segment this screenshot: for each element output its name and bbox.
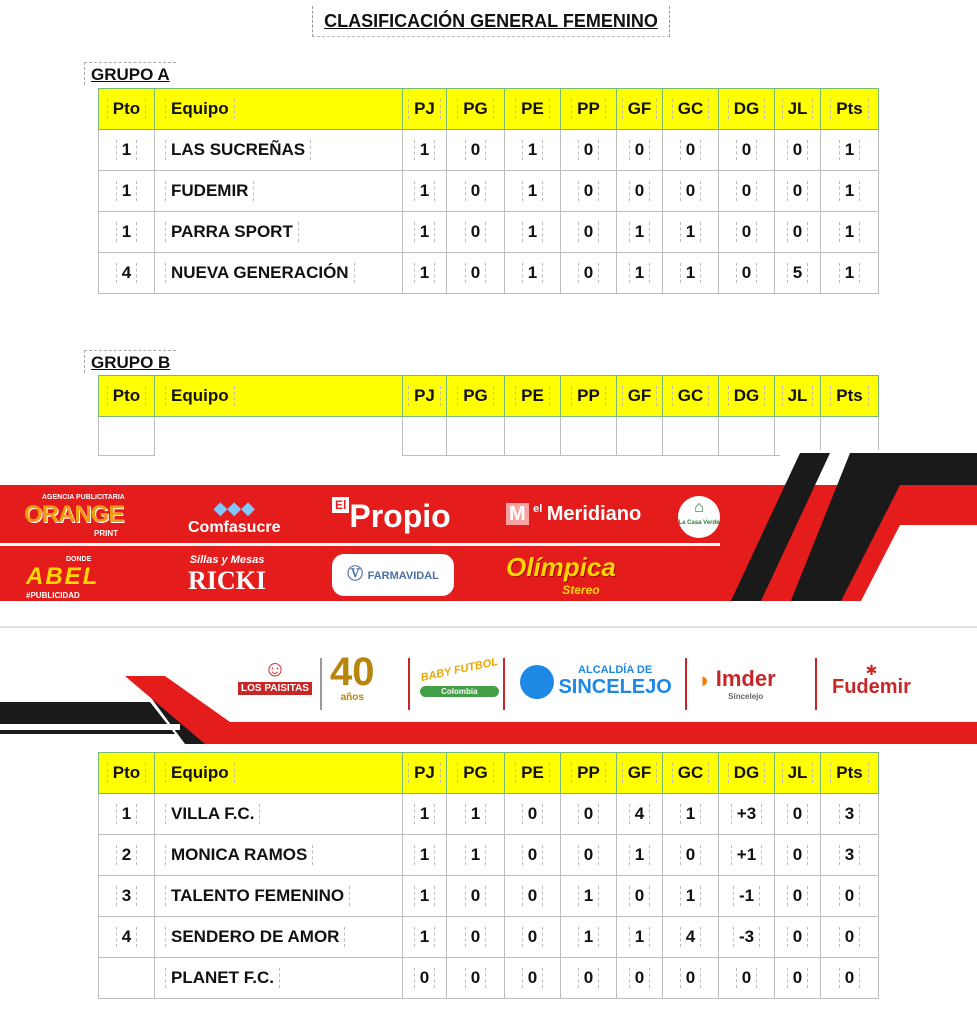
los-paisitas-logo: ☺ LOS PAISITAS: [238, 656, 312, 695]
column-header-pj: PJ: [403, 89, 447, 130]
group-a-cell-gf: 1: [617, 212, 663, 253]
group-a-cell-pp: 0: [561, 171, 617, 212]
group-b-cell-pp: 0: [561, 794, 617, 835]
group-b-cell-gc: 1: [663, 876, 719, 917]
group-a-cell-pto: 1: [99, 130, 155, 171]
group-b-cell-pg: 1: [447, 794, 505, 835]
group-a-cell-gf: 0: [617, 171, 663, 212]
group-a-cell-pg: 0: [447, 171, 505, 212]
group-a-cell-pj: 1: [403, 171, 447, 212]
group-a-cell-gf: 1: [617, 253, 663, 294]
group-b-cell-dg: 0: [719, 958, 775, 999]
group-a-cell-pj: 1: [403, 130, 447, 171]
column-header-pj: PJ: [403, 376, 447, 417]
group-b-cell-pp: 1: [561, 876, 617, 917]
group-b-cell-pj: 1: [403, 917, 447, 958]
group-a-cell-pe: 1: [505, 212, 561, 253]
column-header-jl: JL: [775, 89, 821, 130]
table-row: [99, 794, 879, 835]
group-b-cell-equipo: PLANET F.C.: [155, 958, 403, 999]
farmavidal-logo: Ⓥ FARMAVIDAL: [332, 554, 454, 596]
group-b-cell-pe: 0: [505, 876, 561, 917]
group-b-cell-gf: 0: [617, 876, 663, 917]
group-b-cell-pts: 0: [821, 958, 879, 999]
group-a-cell-pts: 1: [821, 212, 879, 253]
group-a-cell-gf: 0: [617, 130, 663, 171]
group-a-cell-pe: 1: [505, 130, 561, 171]
group-a-cell-equipo: LAS SUCREÑAS: [155, 130, 403, 171]
group-a-cell-dg: 0: [719, 130, 775, 171]
table-row: [99, 212, 879, 253]
group-b-cell-pj: 1: [403, 835, 447, 876]
group-b-cell-gc: 1: [663, 794, 719, 835]
column-header-jl: JL: [775, 753, 821, 794]
separator: [320, 658, 322, 710]
group-b-cell-pp: 0: [561, 958, 617, 999]
group-a-cell-pe: 1: [505, 253, 561, 294]
group-a-cell-pj: 1: [403, 212, 447, 253]
column-header-gc: GC: [663, 89, 719, 130]
group-b-cell-pto: 3: [99, 876, 155, 917]
el-propio-logo: $^{El}$Propio: [332, 498, 451, 535]
group-b-cell-dg: +1: [719, 835, 775, 876]
group-a-cell-jl: 0: [775, 171, 821, 212]
olimpica-stereo-logo: Olímpica Stereo: [506, 552, 616, 597]
table-row: [99, 958, 879, 999]
group-b-cell-jl: 0: [775, 835, 821, 876]
group-a-cell-pts: 1: [821, 130, 879, 171]
group-a-cell-dg: 0: [719, 212, 775, 253]
group-a-cell-pj: 1: [403, 253, 447, 294]
column-header-equipo: Equipo: [155, 376, 403, 417]
separator: [503, 658, 505, 710]
separator: [408, 658, 410, 710]
column-header-equipo: Equipo: [155, 89, 403, 130]
group-b-cell-gf: 1: [617, 835, 663, 876]
column-header-pj: PJ: [403, 753, 447, 794]
forty-years-logo: 40 años: [330, 650, 375, 703]
group-a-cell-pp: 0: [561, 130, 617, 171]
group-b-cell-pg: 0: [447, 958, 505, 999]
group-b-table: [98, 752, 879, 999]
column-header-pe: PE: [505, 753, 561, 794]
column-header-pts: Pts: [821, 753, 879, 794]
la-casa-verde-logo: ⌂ La Casa Verde: [678, 496, 720, 538]
column-header-pts: Pts: [821, 376, 879, 417]
group-b-cell-gf: 4: [617, 794, 663, 835]
group-a-cell-gc: 0: [663, 171, 719, 212]
group-b-cell-pts: 3: [821, 794, 879, 835]
column-header-pg: PG: [447, 753, 505, 794]
group-b-cell-gf: 0: [617, 958, 663, 999]
group-b-cell-pto: 4: [99, 917, 155, 958]
group-b-cell-pj: 0: [403, 958, 447, 999]
group-b-cell-jl: 0: [775, 917, 821, 958]
group-a-cell-pts: 1: [821, 171, 879, 212]
group-a-cell-pg: 0: [447, 130, 505, 171]
donde-abel-logo: DONDE ABEL #PUBLICIDAD: [26, 556, 100, 600]
column-header-gc: GC: [663, 376, 719, 417]
group-b-cell-pe: 0: [505, 794, 561, 835]
table-row: [99, 876, 879, 917]
column-header-pg: PG: [447, 376, 505, 417]
column-header-dg: DG: [719, 376, 775, 417]
column-header-pp: PP: [561, 376, 617, 417]
column-header-pp: PP: [561, 89, 617, 130]
column-header-gf: GF: [617, 753, 663, 794]
group-b-cell-pe: 0: [505, 958, 561, 999]
separator: [815, 658, 817, 710]
group-a-label: GRUPO A: [84, 62, 176, 85]
group-a-cell-pp: 0: [561, 212, 617, 253]
group-a-cell-pp: 0: [561, 253, 617, 294]
group-a-cell-pto: 1: [99, 171, 155, 212]
group-a-cell-pts: 1: [821, 253, 879, 294]
group-b-cell-pp: 0: [561, 835, 617, 876]
group-a-cell-pto: 4: [99, 253, 155, 294]
group-b-cell-gc: 0: [663, 958, 719, 999]
group-b-cell-pts: 0: [821, 876, 879, 917]
table-row: [99, 130, 879, 171]
table-row: [99, 917, 879, 958]
group-b-cell-equipo: MONICA RAMOS: [155, 835, 403, 876]
group-b-cell-pg: 0: [447, 917, 505, 958]
group-a-cell-pto: 1: [99, 212, 155, 253]
column-header-equipo: Equipo: [155, 753, 403, 794]
column-header-pto: Pto: [99, 753, 155, 794]
fudemir-logo: ✱ Fudemir: [832, 662, 911, 698]
group-b-cell-equipo: SENDERO DE AMOR: [155, 917, 403, 958]
group-b-cell-pto: 2: [99, 835, 155, 876]
group-a-cell-jl: 5: [775, 253, 821, 294]
sponsor-band-top: [0, 445, 977, 620]
group-a-cell-jl: 0: [775, 130, 821, 171]
group-b-cell-pto: 1: [99, 794, 155, 835]
group-b-cell-gf: 1: [617, 917, 663, 958]
page-title: CLASIFICACIÓN GENERAL FEMENINO: [312, 6, 670, 37]
column-header-pg: PG: [447, 89, 505, 130]
group-b-cell-pj: 1: [403, 794, 447, 835]
column-header-pp: PP: [561, 753, 617, 794]
group-a-cell-gc: 1: [663, 212, 719, 253]
group-a-cell-gc: 1: [663, 253, 719, 294]
column-header-pts: Pts: [821, 89, 879, 130]
alcaldia-sincelejo-logo: ALCALDÍA DE SINCELEJO: [520, 664, 672, 699]
ricki-logo: Sillas y Mesas RICKI: [188, 554, 267, 595]
group-a-cell-dg: 0: [719, 253, 775, 294]
el-meridiano-logo: M $^{el}$ Meridiano: [506, 503, 641, 526]
column-header-dg: DG: [719, 89, 775, 130]
group-a-cell-equipo: FUDEMIR: [155, 171, 403, 212]
group-b-cell-pts: 3: [821, 835, 879, 876]
table-row: [99, 835, 879, 876]
group-a-cell-equipo: PARRA SPORT: [155, 212, 403, 253]
group-b-cell-pg: 1: [447, 835, 505, 876]
group-b-cell-dg: -1: [719, 876, 775, 917]
group-a-cell-dg: 0: [719, 171, 775, 212]
column-header-pe: PE: [505, 376, 561, 417]
orange-print-logo: AGENCIA PUBLICITARIA ORANGE PRINT: [24, 494, 125, 538]
group-b-cell-dg: +3: [719, 794, 775, 835]
group-a-cell-gc: 0: [663, 130, 719, 171]
separator: [685, 658, 687, 710]
group-b-cell-pj: 1: [403, 876, 447, 917]
column-header-gc: GC: [663, 753, 719, 794]
group-b-header-table: [98, 375, 879, 456]
comfasucre-logo: ◆◆◆ Comfasucre: [188, 498, 281, 536]
group-a-cell-pg: 0: [447, 212, 505, 253]
group-b-cell-pe: 0: [505, 835, 561, 876]
column-header-gf: GF: [617, 376, 663, 417]
column-header-gf: GF: [617, 89, 663, 130]
baby-futbol-logo: BABY FUTBOL Colombia: [419, 655, 500, 696]
table-row: [99, 253, 879, 294]
group-b-cell-dg: -3: [719, 917, 775, 958]
group-b-cell-pto: [99, 958, 155, 999]
column-header-pto: Pto: [99, 89, 155, 130]
group-b-label: GRUPO B: [84, 350, 176, 373]
table-row: [99, 171, 879, 212]
group-b-cell-jl: 0: [775, 958, 821, 999]
column-header-dg: DG: [719, 753, 775, 794]
group-b-cell-jl: 0: [775, 794, 821, 835]
column-header-pe: PE: [505, 89, 561, 130]
group-b-cell-pp: 1: [561, 917, 617, 958]
group-b-cell-pg: 0: [447, 876, 505, 917]
column-header-jl: JL: [775, 376, 821, 417]
group-a-cell-jl: 0: [775, 212, 821, 253]
group-a-cell-pe: 1: [505, 171, 561, 212]
group-a-cell-equipo: NUEVA GENERACIÓN: [155, 253, 403, 294]
column-header-pto: Pto: [99, 376, 155, 417]
group-b-cell-gc: 4: [663, 917, 719, 958]
group-b-cell-jl: 0: [775, 876, 821, 917]
group-b-cell-equipo: TALENTO FEMENINO: [155, 876, 403, 917]
group-a-table: [98, 88, 879, 294]
group-b-cell-gc: 0: [663, 835, 719, 876]
group-b-cell-pts: 0: [821, 917, 879, 958]
group-b-cell-pe: 0: [505, 917, 561, 958]
group-b-cell-equipo: VILLA F.C.: [155, 794, 403, 835]
group-a-cell-pg: 0: [447, 253, 505, 294]
imder-logo: ◗ Imder Sincelejo: [698, 666, 776, 701]
